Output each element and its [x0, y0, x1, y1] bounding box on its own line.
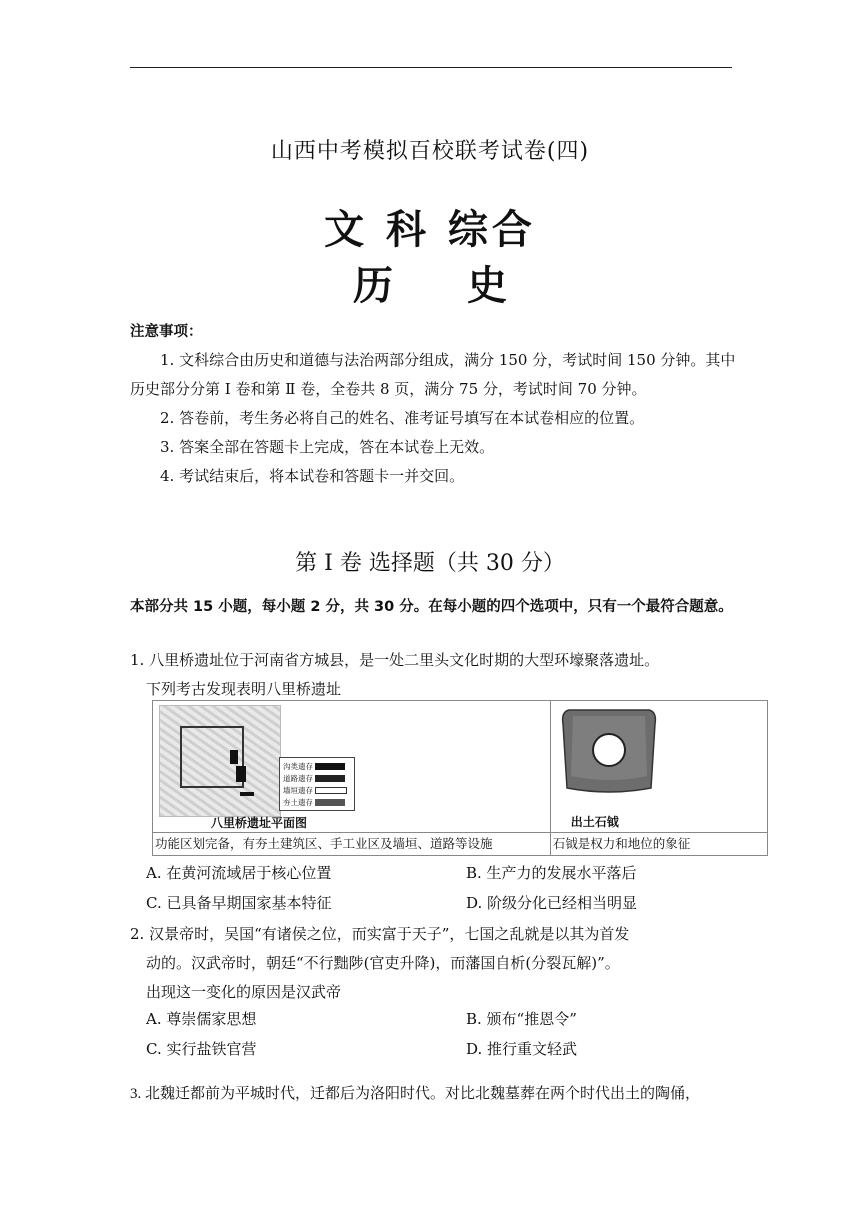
legend-row — [283, 772, 351, 784]
stone-axe-image — [555, 706, 663, 798]
legend-row — [283, 760, 351, 772]
question-2-line1: 2. 汉景帝时，吴国“有诸侯之位，而实富于天子”，七国之乱就是以其为首发 — [130, 925, 630, 943]
legend-swatch — [315, 775, 345, 782]
stone-axe-cell — [550, 701, 767, 833]
option-c[interactable]: C. 实行盐铁官营 — [146, 1040, 257, 1058]
site-plan-cell — [153, 701, 551, 833]
legend-swatch — [315, 787, 347, 794]
question-1-line2: 下列考古发现表明八里桥遗址 — [146, 680, 342, 698]
site-plan-feature — [236, 766, 246, 782]
stone-axe-caption: 石钺是权力和地位的象征 — [550, 833, 767, 856]
question-2-options — [146, 1008, 746, 1068]
option-a[interactable]: A. 在黄河流域居于核心位置 — [146, 864, 332, 882]
question-1-options — [146, 862, 746, 922]
option-a[interactable]: A. 尊崇儒家思想 — [146, 1010, 257, 1028]
notice-heading: 注意事项： — [130, 324, 203, 340]
site-plan-map — [159, 705, 281, 817]
question-2-line2: 动的。汉武帝时，朝廷“不行黜陟(官吏升降)，而藩国自析(分裂瓦解)”。 — [146, 954, 620, 972]
notice-item: 4. 考试结束后，将本试卷和答题卡一并交回。 — [160, 467, 465, 485]
legend-row — [283, 784, 351, 796]
subject-left-char: 历 — [353, 263, 394, 309]
section-intro: 本部分共 15 小题，每小题 2 分，共 30 分。在每小题的四个选项中，只有一个最符合题意。 — [130, 599, 733, 615]
subject-right-char: 史 — [466, 263, 507, 309]
stone-axe-label: 出土石钺 — [570, 815, 619, 829]
legend-swatch — [315, 799, 345, 806]
option-b[interactable]: B. 生产力的发展水平落后 — [466, 864, 637, 882]
site-plan-legend — [279, 757, 355, 811]
notice-item: 2. 答卷前，考生务必将自己的姓名、准考证号填写在本试卷相应的位置。 — [160, 409, 645, 427]
question-3-stem — [130, 1080, 740, 1109]
legend-label: 沟类遗存 — [283, 761, 313, 771]
option-d[interactable]: D. 阶级分化已经相当明显 — [466, 894, 638, 912]
legend-swatch — [315, 763, 345, 770]
site-plan-feature — [240, 792, 254, 796]
site-plan-caption: 功能区划完备，有夯土建筑区、手工业区及墙垣、道路等设施 — [153, 833, 551, 856]
legend-label: 道路遗存 — [283, 773, 313, 783]
notice-list — [130, 346, 750, 491]
option-d[interactable]: D. 推行重文轻武 — [466, 1040, 578, 1058]
site-plan-feature — [230, 750, 238, 764]
question-1-stem — [130, 646, 750, 704]
exam-title: 文 科 综合 — [324, 207, 536, 253]
subject-title — [0, 254, 860, 311]
question-1-line1: 1. 八里桥遗址位于河南省方城县，是一处二里头文化时期的大型环壕聚落遗址。 — [130, 651, 660, 669]
option-b[interactable]: B. 颁布“推恩令” — [466, 1010, 577, 1028]
question-2-stem — [130, 920, 750, 1007]
legend-label: 墙垣遗存 — [283, 785, 313, 795]
notice-item: 1. 文科综合由历史和道德与法治两部分组成，满分 150 分，考试时间 150 分钟。其中历史部分分第 Ⅰ 卷和第 Ⅱ 卷，全卷共 8 页，满分 75 分，考试时间 70 分钟。 — [130, 351, 736, 398]
question-3-line1: 3. 北魏迁都前为平城时代，迁都后为洛阳时代。对比北魏墓葬在两个时代出土的陶俑， — [130, 1086, 701, 1102]
legend-label: 夯土遗存 — [283, 797, 313, 807]
notice-item: 3. 答案全部在答题卡上完成，答在本试卷上无效。 — [160, 438, 495, 456]
question-2-line3: 出现这一变化的原因是汉武帝 — [146, 983, 342, 1001]
stone-axe-hole — [593, 734, 625, 766]
site-plan-label: 八里桥遗址平面图 — [211, 816, 308, 830]
question-1-figure-table — [152, 700, 768, 856]
exam-subtitle: 山西中考模拟百校联考试卷(四) — [270, 139, 590, 164]
header-rule — [130, 67, 732, 68]
option-c[interactable]: C. 已具备早期国家基本特征 — [146, 894, 332, 912]
legend-row — [283, 796, 351, 808]
section-title: 第 Ⅰ 卷 选择题（共 30 分） — [295, 551, 565, 576]
